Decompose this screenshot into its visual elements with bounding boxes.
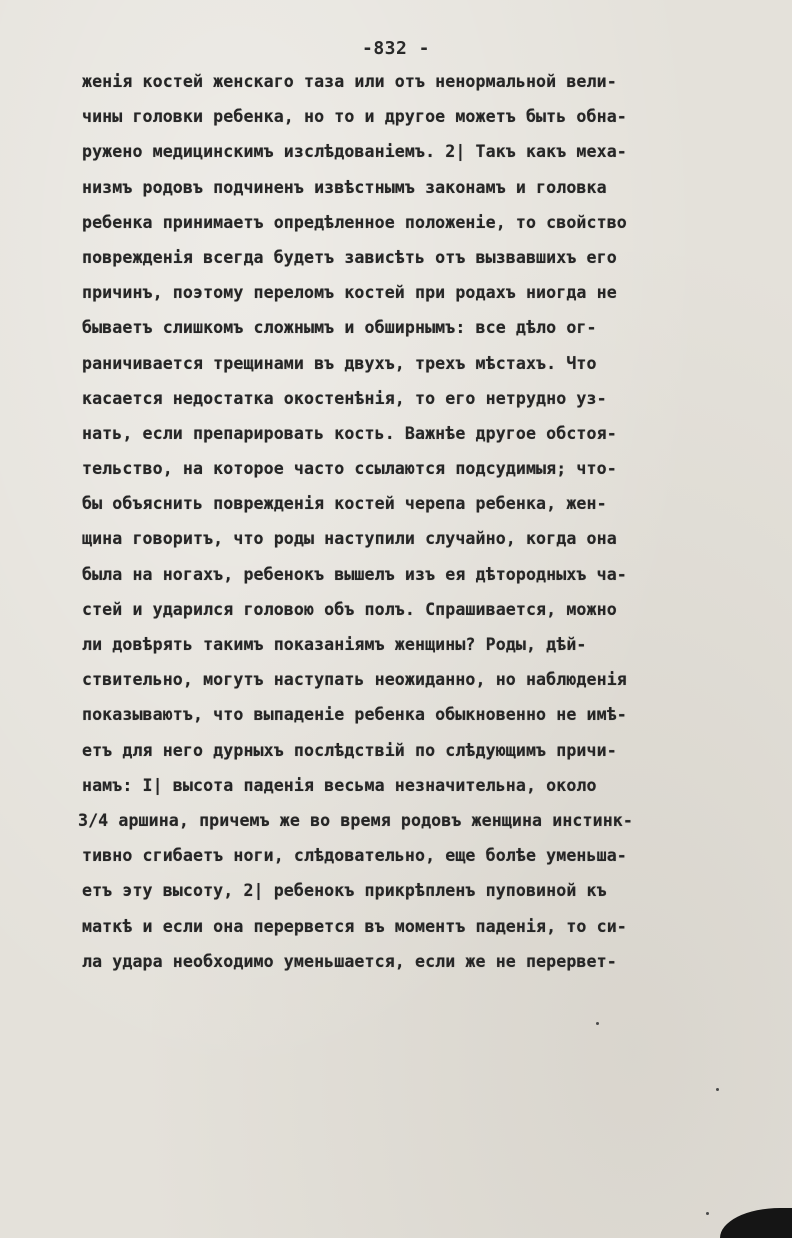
text-line: низмъ родовъ подчиненъ извѣстнымъ законамъ и головка	[82, 177, 607, 197]
text-line: поврежденія всегда будетъ зависѣть отъ вызвавшихъ его	[82, 247, 617, 267]
text-line: показываютъ, что выпаденіе ребенка обыкновенно не имѣ-	[82, 705, 627, 725]
text-line: стей и ударился головою объ полъ. Спрашивается, можно	[82, 599, 617, 619]
text-line: ла удара необходимо уменьшается, если же не перервет-	[82, 951, 617, 971]
ink-speck	[596, 1022, 599, 1025]
ink-blot	[720, 1208, 792, 1238]
text-line: тельство, на которое часто ссылаются подсудимыя; что-	[82, 459, 617, 479]
text-line: ребенка принимаетъ опредѣленное положеніе, то свойство	[82, 212, 627, 232]
page-number: -832 -	[361, 38, 431, 59]
text-line: нать, если препарировать кость. Важнѣе другое обстоя-	[82, 423, 617, 443]
text-line: етъ эту высоту, 2| ребенокъ прикрѣпленъ пуповиной къ	[82, 881, 607, 901]
text-line: 3/4 аршина, причемъ же во время родовъ женщина инстинк-	[78, 810, 633, 830]
text-line: ружено медицинскимъ изслѣдованіемъ. 2| Такъ какъ меха-	[82, 142, 627, 162]
text-line: была на ногахъ, ребенокъ вышелъ изъ ея дѣтородныхъ ча-	[82, 564, 627, 584]
text-line: ли довѣрять такимъ показаніямъ женщины? Роды, дѣй-	[82, 635, 587, 654]
text-line: ствительно, могутъ наступать неожиданно, но наблюденія	[82, 670, 627, 690]
text-line: щина говоритъ, что роды наступили случайно, когда она	[82, 529, 617, 549]
ink-speck	[716, 1088, 719, 1091]
ink-speck	[706, 1212, 709, 1215]
text-line: бываетъ слишкомъ сложнымъ и обширнымъ: все дѣло ог-	[82, 318, 597, 338]
text-line: етъ для него дурныхъ послѣдствій по слѣдующимъ причи-	[82, 740, 617, 760]
text-line: касается недостатка окостенѣнія, то его нетрудно уз-	[82, 388, 607, 408]
text-line: женія костей женскаго таза или отъ ненормальной вели-	[82, 72, 617, 91]
text-line: раничивается трещинами въ двухъ, трехъ мѣстахъ. Что	[82, 353, 597, 373]
text-line: маткѣ и если она перервется въ моментъ паденія, то си-	[82, 916, 627, 936]
text-line: причинъ, поэтому переломъ костей при родахъ ниогда не	[82, 283, 617, 303]
text-line: бы объяснить поврежденія костей черепа ребенка, жен-	[82, 494, 607, 514]
text-line: намъ: I| высота паденія весьма незначительна, около	[82, 775, 597, 795]
text-line: чины головки ребенка, но то и другое можетъ быть обна-	[82, 107, 627, 127]
text-line: тивно сгибаетъ ноги, слѣдовательно, еще болѣе уменьша-	[82, 846, 627, 866]
body-text	[78, 64, 772, 979]
